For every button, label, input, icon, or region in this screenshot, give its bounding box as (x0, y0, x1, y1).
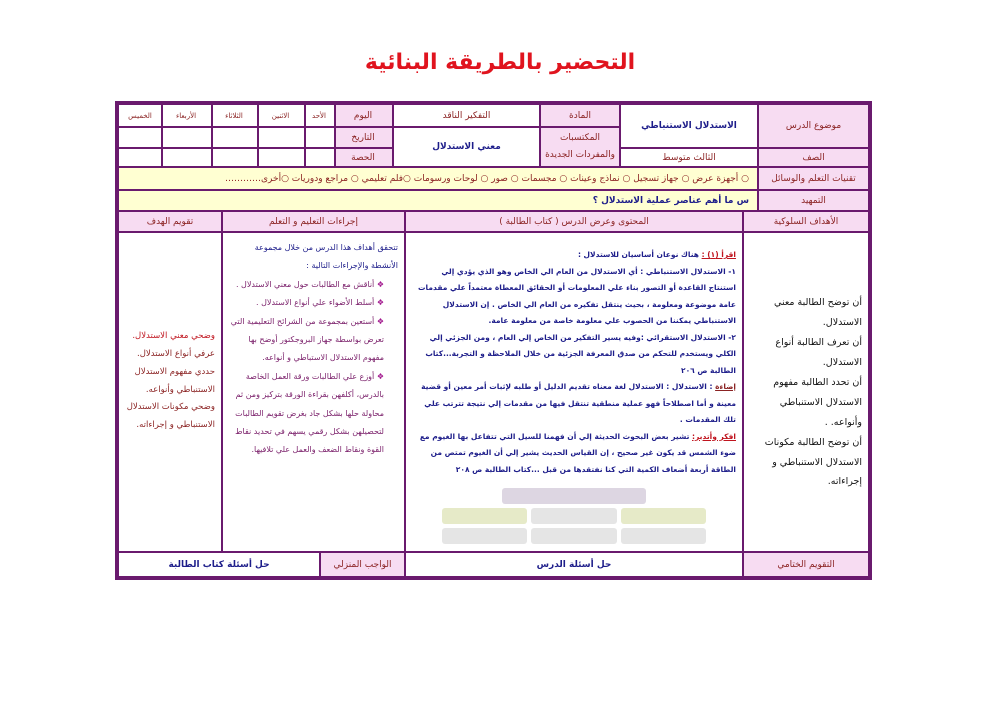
class-value: الثالث متوسط (619, 147, 759, 168)
intro-label: التمهيد (757, 189, 870, 212)
content-header: المحتوى وعرض الدرس ( كتاب الطالبة ) (404, 210, 744, 233)
goal-item: أن تعرف الطالبة أنواع الاستدلال. (775, 336, 862, 368)
tech-label: تقنيات التعلم والوسائل (757, 166, 870, 191)
material-value: التفكير الناقد (392, 103, 541, 128)
day-header: الاثنين (255, 103, 306, 128)
procedures-header: إجراءات التعليم و التعلم (221, 210, 406, 233)
procedure-item: ❖ أوزع علي الطالبات ورقة العمل الخاصة بالدرس، أكلفهن بقراءة الورقة بتركيز ومن ثم محاولة حلها بشكل جاد بغرض تقويم الطالبات لتحصيلهن بشكل رقمي يسهم في تحديد نقاط القوة ونقاط الضعف والعمل علي تلافيها. (229, 368, 384, 460)
goal-item: أن تحدد الطالبة مفهوم الاستدلال الاستنباطي وأنواعه. . (773, 376, 862, 428)
page-title: التحضير بالطريقة البنائية (364, 50, 636, 75)
think-text: تشير بعض البحوث الحديثة إلي أن فهمنا للسيل التي تتفاعل بها الغيوم مع ضوء الشمس قد يكون غير صحيح ، إن القياس الحديث يشير إلي أن الغيوم تمتص من الطاقة أربعة أضعاف الكمية التي كنا نفتقدها من قبل ...كتاب الطالبة ص ٢٠٨ (419, 431, 736, 474)
goal-item: أن توضح الطالبة مكونات الاستدلال الاستنباطي و إجراءاته. (764, 436, 862, 488)
evaluation-item: عرفي أنواع الاستدلال. (137, 348, 215, 359)
day-header: الأحد (302, 103, 336, 128)
vocab-label: المكتسبات والمفردات الجديدة (539, 126, 621, 168)
content-cell (404, 231, 744, 553)
day-cell (117, 126, 163, 149)
day-cell (302, 126, 336, 149)
day-cell (255, 147, 306, 168)
homework-label: الواجب المنزلي (319, 551, 406, 578)
evaluation-item: حددي مفهوم الاستدلال الاستنباطي وأنواعه. (134, 366, 215, 395)
homework-value: حل أسئلة كتاب الطالبة (117, 551, 321, 578)
intro-value: س ما أهم عناصر عملية الاستدلال ؟ (117, 189, 759, 212)
day-header: الخميس (117, 103, 163, 128)
procedure-item: ❖ أناقش مع الطالبات حول معني الاستدلال . (229, 276, 384, 294)
goals-cell (742, 231, 870, 553)
content-paragraph-1: ١- الاستدلال الاستنباطي : أي الاستدلال من العام الي الخاص وهو الذي يؤدي إلي استنتاج القاعدة أو التصور بناء علي المعلومات أو الحقائق المعطاة معتمداً علي مقدمات عامة موضوعة ومعلومة ، بحيث ينتقل تفكيره من العام الي الخاص . إن الاستدلال الاستنباطي يمكننا من الحصوب علي معلومة خاصة من معلومة عامة. (418, 266, 736, 325)
procedure-item: ❖ أستعين بمجموعة من الشرائح التعليمية التي تعرض بواسطة جهاز البروجكتور أوضح بها مفهوم الاستدلال الاستباطي و أنواعه. (229, 313, 384, 368)
tech-value: ○ أجهزة عرض ○ جهاز تسجيل ○ نماذج وعينات ○ مجسمات ○ صور ○ لوحات ورسومات ○فلم تعليمي ○ مراجع ودوريات ○أخرى………… (117, 166, 759, 191)
day-header: الثلاثاء (209, 103, 259, 128)
think-label: افكر وأتدبر: (692, 431, 736, 441)
vocab-value: معني الاستدلال (392, 126, 541, 168)
goals-header: الأهداف السلوكية (742, 210, 870, 233)
class-label: الصف (757, 147, 870, 168)
day-label: اليوم (332, 103, 394, 128)
subject-value: الاستدلال الاستنباطي (619, 103, 759, 149)
day-cell (117, 147, 163, 168)
procedures-intro: تتحقق أهداف هذا الدرس من خلال مجموعة الأنشطة والإجراءات التالية : (254, 243, 398, 271)
goal-item: أن توضح الطالبة معني الاستدلال. (774, 297, 862, 328)
note-label: إضاءة (715, 382, 736, 391)
note-text: : الاستدلال : الاستدلال لغة معناه تقديم الدليل أو طلبه لإثبات أمر معين أو قضية معينة و أما اصطلاحاً فهو عملية منطقية تنتقل فيها من مقدمات إلي نتيجة تترتب علي تلك المقدمات . (421, 382, 736, 424)
final-eval-label: التقويم الختامي (742, 551, 870, 578)
date-label: التاريخ (332, 126, 394, 149)
subject-label: موضوع الدرس (757, 103, 870, 149)
evaluation-cell (117, 231, 223, 553)
read-intro: هناك نوعان أساسيان للاستدلال : (577, 250, 699, 259)
material-label: المادة (539, 103, 621, 128)
concept-diagram-image (442, 488, 706, 544)
day-cell (209, 147, 259, 168)
day-cell (302, 147, 336, 168)
day-cell (159, 126, 213, 149)
evaluation-item: وضحي مكونات الاستدلال الاستنباطي و إجراءاته. (126, 402, 215, 431)
day-cell (255, 126, 306, 149)
procedure-item: ❖ أسلط الأضواء علي أنواع الاستدلال . (229, 294, 384, 312)
day-cell (159, 147, 213, 168)
content-paragraph-2: ٢- الاستدلال الاستقرائي :وفيه يسير التفكير من الخاص إلي العام ، ومن الجزئي إلي الكلي ويستخدم للتحكم من صدق المعرفة الجزئية من خلال الملاحظة و التجربة...كتاب الطالبة ص ٢٠٦ (425, 332, 736, 375)
final-eval-value: حل أسئلة الدرس (404, 551, 744, 578)
procedures-cell (221, 231, 406, 553)
evaluation-item: وضحي معني الاستدلال. (132, 331, 215, 341)
day-cell (209, 126, 259, 149)
evaluation-header: تقويم الهدف (117, 210, 223, 233)
day-header: الأربعاء (159, 103, 213, 128)
read-label: اقرأ (١) : (701, 250, 736, 259)
period-label: الحصة (332, 147, 394, 168)
